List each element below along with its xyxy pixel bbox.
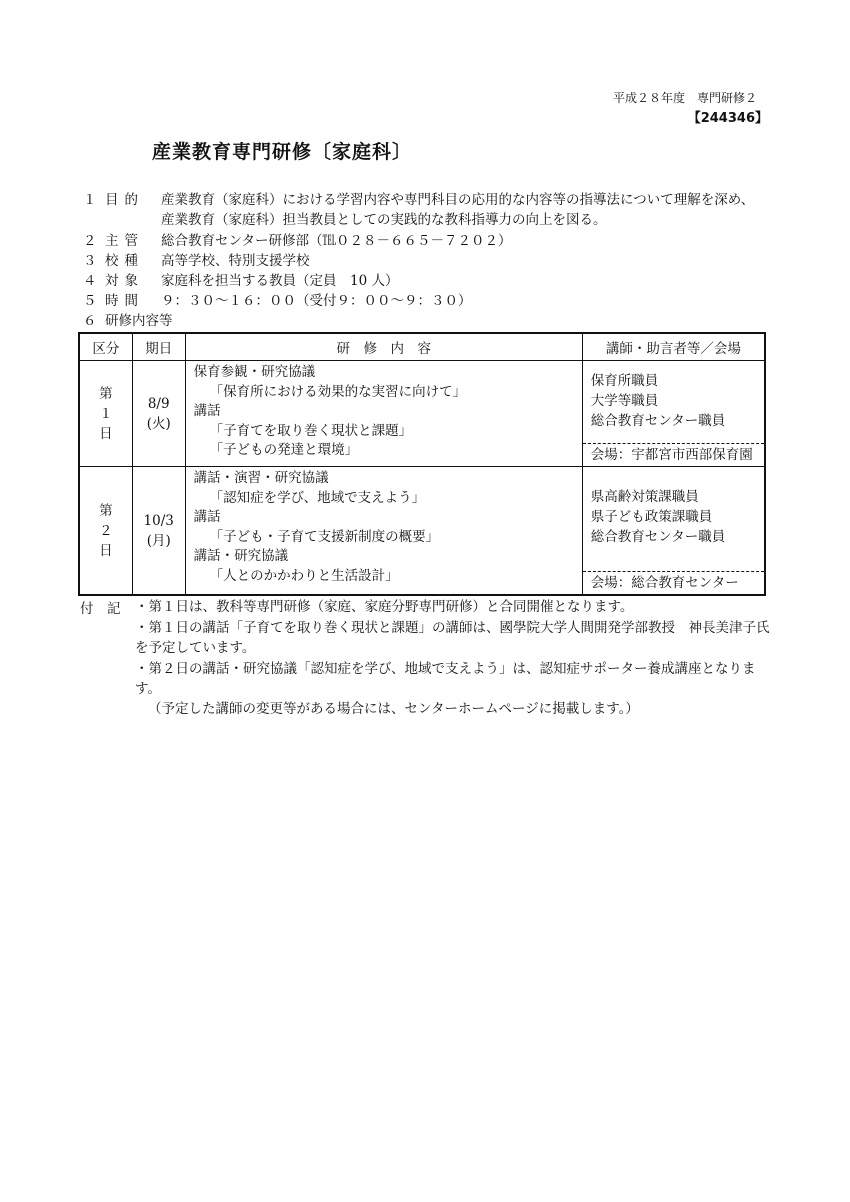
item-number: ５ bbox=[83, 293, 97, 309]
division-char: 日 bbox=[99, 425, 113, 442]
item-text: 家庭科を担当する教員（定員 10 人） bbox=[161, 273, 399, 289]
header-content: 研 修 内 容 bbox=[185, 333, 582, 361]
header-date: 期日 bbox=[132, 333, 185, 361]
item-contents bbox=[83, 311, 173, 331]
note-item: ・第１日は、教科等専門研修（家庭、家庭分野専門研修）と合同開催となります。 bbox=[135, 599, 634, 615]
lecturer: 県子ども政策課職員 bbox=[590, 509, 713, 525]
division-char: 第 bbox=[99, 385, 113, 402]
course-code: 【244346】 bbox=[687, 111, 768, 126]
year-label: 平成２８年度 専門研修２ bbox=[612, 91, 757, 105]
division-char: １ bbox=[99, 405, 113, 422]
content-line: 講話 bbox=[193, 509, 221, 525]
item-text: 高等学校、特別支援学校 bbox=[161, 253, 310, 269]
day-lecturers bbox=[582, 361, 765, 467]
division-char: 日 bbox=[99, 542, 113, 559]
content-line: 「人とのかかわりと生活設計」 bbox=[209, 567, 399, 584]
item-label: 目的 bbox=[105, 192, 144, 208]
note-item: ・第１日の講話「子育てを取り巻く現状と課題」の講師は、國學院大学人間開発学部教授 神長美津子氏を予定しています。 bbox=[135, 620, 770, 656]
division-char: ２ bbox=[99, 522, 113, 539]
day-content bbox=[185, 361, 582, 467]
table-row bbox=[79, 467, 765, 596]
content-line: 講話・演習・研究協議 bbox=[193, 470, 329, 486]
content-line: 「認知症を学び、地域で支えよう」 bbox=[209, 489, 426, 506]
item-label: 対象 bbox=[105, 273, 144, 289]
lecturer: 大学等職員 bbox=[590, 393, 659, 409]
item-label: 校種 bbox=[105, 253, 144, 269]
item-text: 産業教育（家庭科）における学習内容や専門科目の応用的な内容等の指導法について理解を深め、 bbox=[161, 192, 755, 208]
item-text: ９：３０～１６：００（受付９：００～９：３０） bbox=[161, 293, 472, 309]
content-line: 保育参観・研究協議 bbox=[193, 364, 316, 380]
day-content bbox=[185, 467, 582, 596]
item-number: ６ bbox=[83, 313, 97, 329]
content-line: 「保育所における効果的な実習に向けて」 bbox=[209, 383, 467, 400]
page-title: 産業教育専門研修〔家庭科〕 bbox=[152, 141, 413, 163]
item-number: ３ bbox=[83, 253, 97, 269]
header-lecturer: 講師・助言者等／会場 bbox=[582, 333, 765, 361]
item-label: 時間 bbox=[105, 293, 144, 309]
lecturer: 県高齢対策課職員 bbox=[590, 489, 699, 505]
day-division bbox=[79, 467, 132, 596]
lecturer: 保育所職員 bbox=[590, 373, 659, 389]
lecturer: 総合教育センター職員 bbox=[590, 413, 726, 429]
day-lecturers bbox=[582, 467, 765, 596]
date-value: 8/9 bbox=[147, 395, 170, 412]
item-label: 主管 bbox=[105, 233, 144, 249]
weekday: (火) bbox=[146, 415, 171, 432]
day-division bbox=[79, 361, 132, 467]
table-row bbox=[79, 361, 765, 467]
content-line: 「子育てを取り巻く現状と課題」 bbox=[209, 422, 413, 439]
item-school-type bbox=[83, 251, 310, 271]
item-label: 研修内容等 bbox=[105, 313, 173, 329]
content-line: 講話 bbox=[193, 403, 221, 419]
content-line: 「子ども・子育て支援新制度の概要」 bbox=[209, 528, 440, 545]
item-number: ４ bbox=[83, 273, 97, 289]
day-date bbox=[132, 467, 185, 596]
item-text: 総合教育センター研修部（℡０２８－６６５－７２０２） bbox=[161, 233, 512, 249]
item-number: ２ bbox=[83, 233, 97, 249]
note-item: （予定した講師の変更等がある場合には、センターホームページに掲載します。） bbox=[148, 701, 639, 717]
content-line: 講話・研究協議 bbox=[193, 548, 289, 564]
date-value: 10/3 bbox=[143, 512, 174, 529]
item-purpose bbox=[83, 190, 754, 210]
item-time bbox=[83, 291, 472, 311]
item-target bbox=[83, 271, 398, 291]
item-purpose-continued: 産業教育（家庭科）担当教員としての実践的な教科指導力の向上を図る。 bbox=[161, 212, 607, 228]
venue: 会場：総合教育センター bbox=[583, 571, 764, 594]
lecturer: 総合教育センター職員 bbox=[590, 529, 726, 545]
content-line: 「子どもの発達と環境」 bbox=[209, 442, 359, 458]
day-date bbox=[132, 361, 185, 467]
item-host bbox=[83, 231, 511, 251]
item-number: １ bbox=[83, 192, 97, 208]
table-header-row bbox=[79, 333, 765, 361]
header-division: 区分 bbox=[79, 333, 132, 361]
note-item: ・第２日の講話・研究協議「認知症を学び、地域で支えよう」は、認知症サポーター養成講座となります。 bbox=[135, 661, 756, 697]
notes-heading: 付 記 bbox=[80, 601, 121, 617]
schedule-table bbox=[78, 332, 766, 596]
weekday: (月) bbox=[146, 532, 171, 549]
venue: 会場：宇都宮市西部保育園 bbox=[583, 443, 764, 466]
division-char: 第 bbox=[99, 502, 113, 519]
